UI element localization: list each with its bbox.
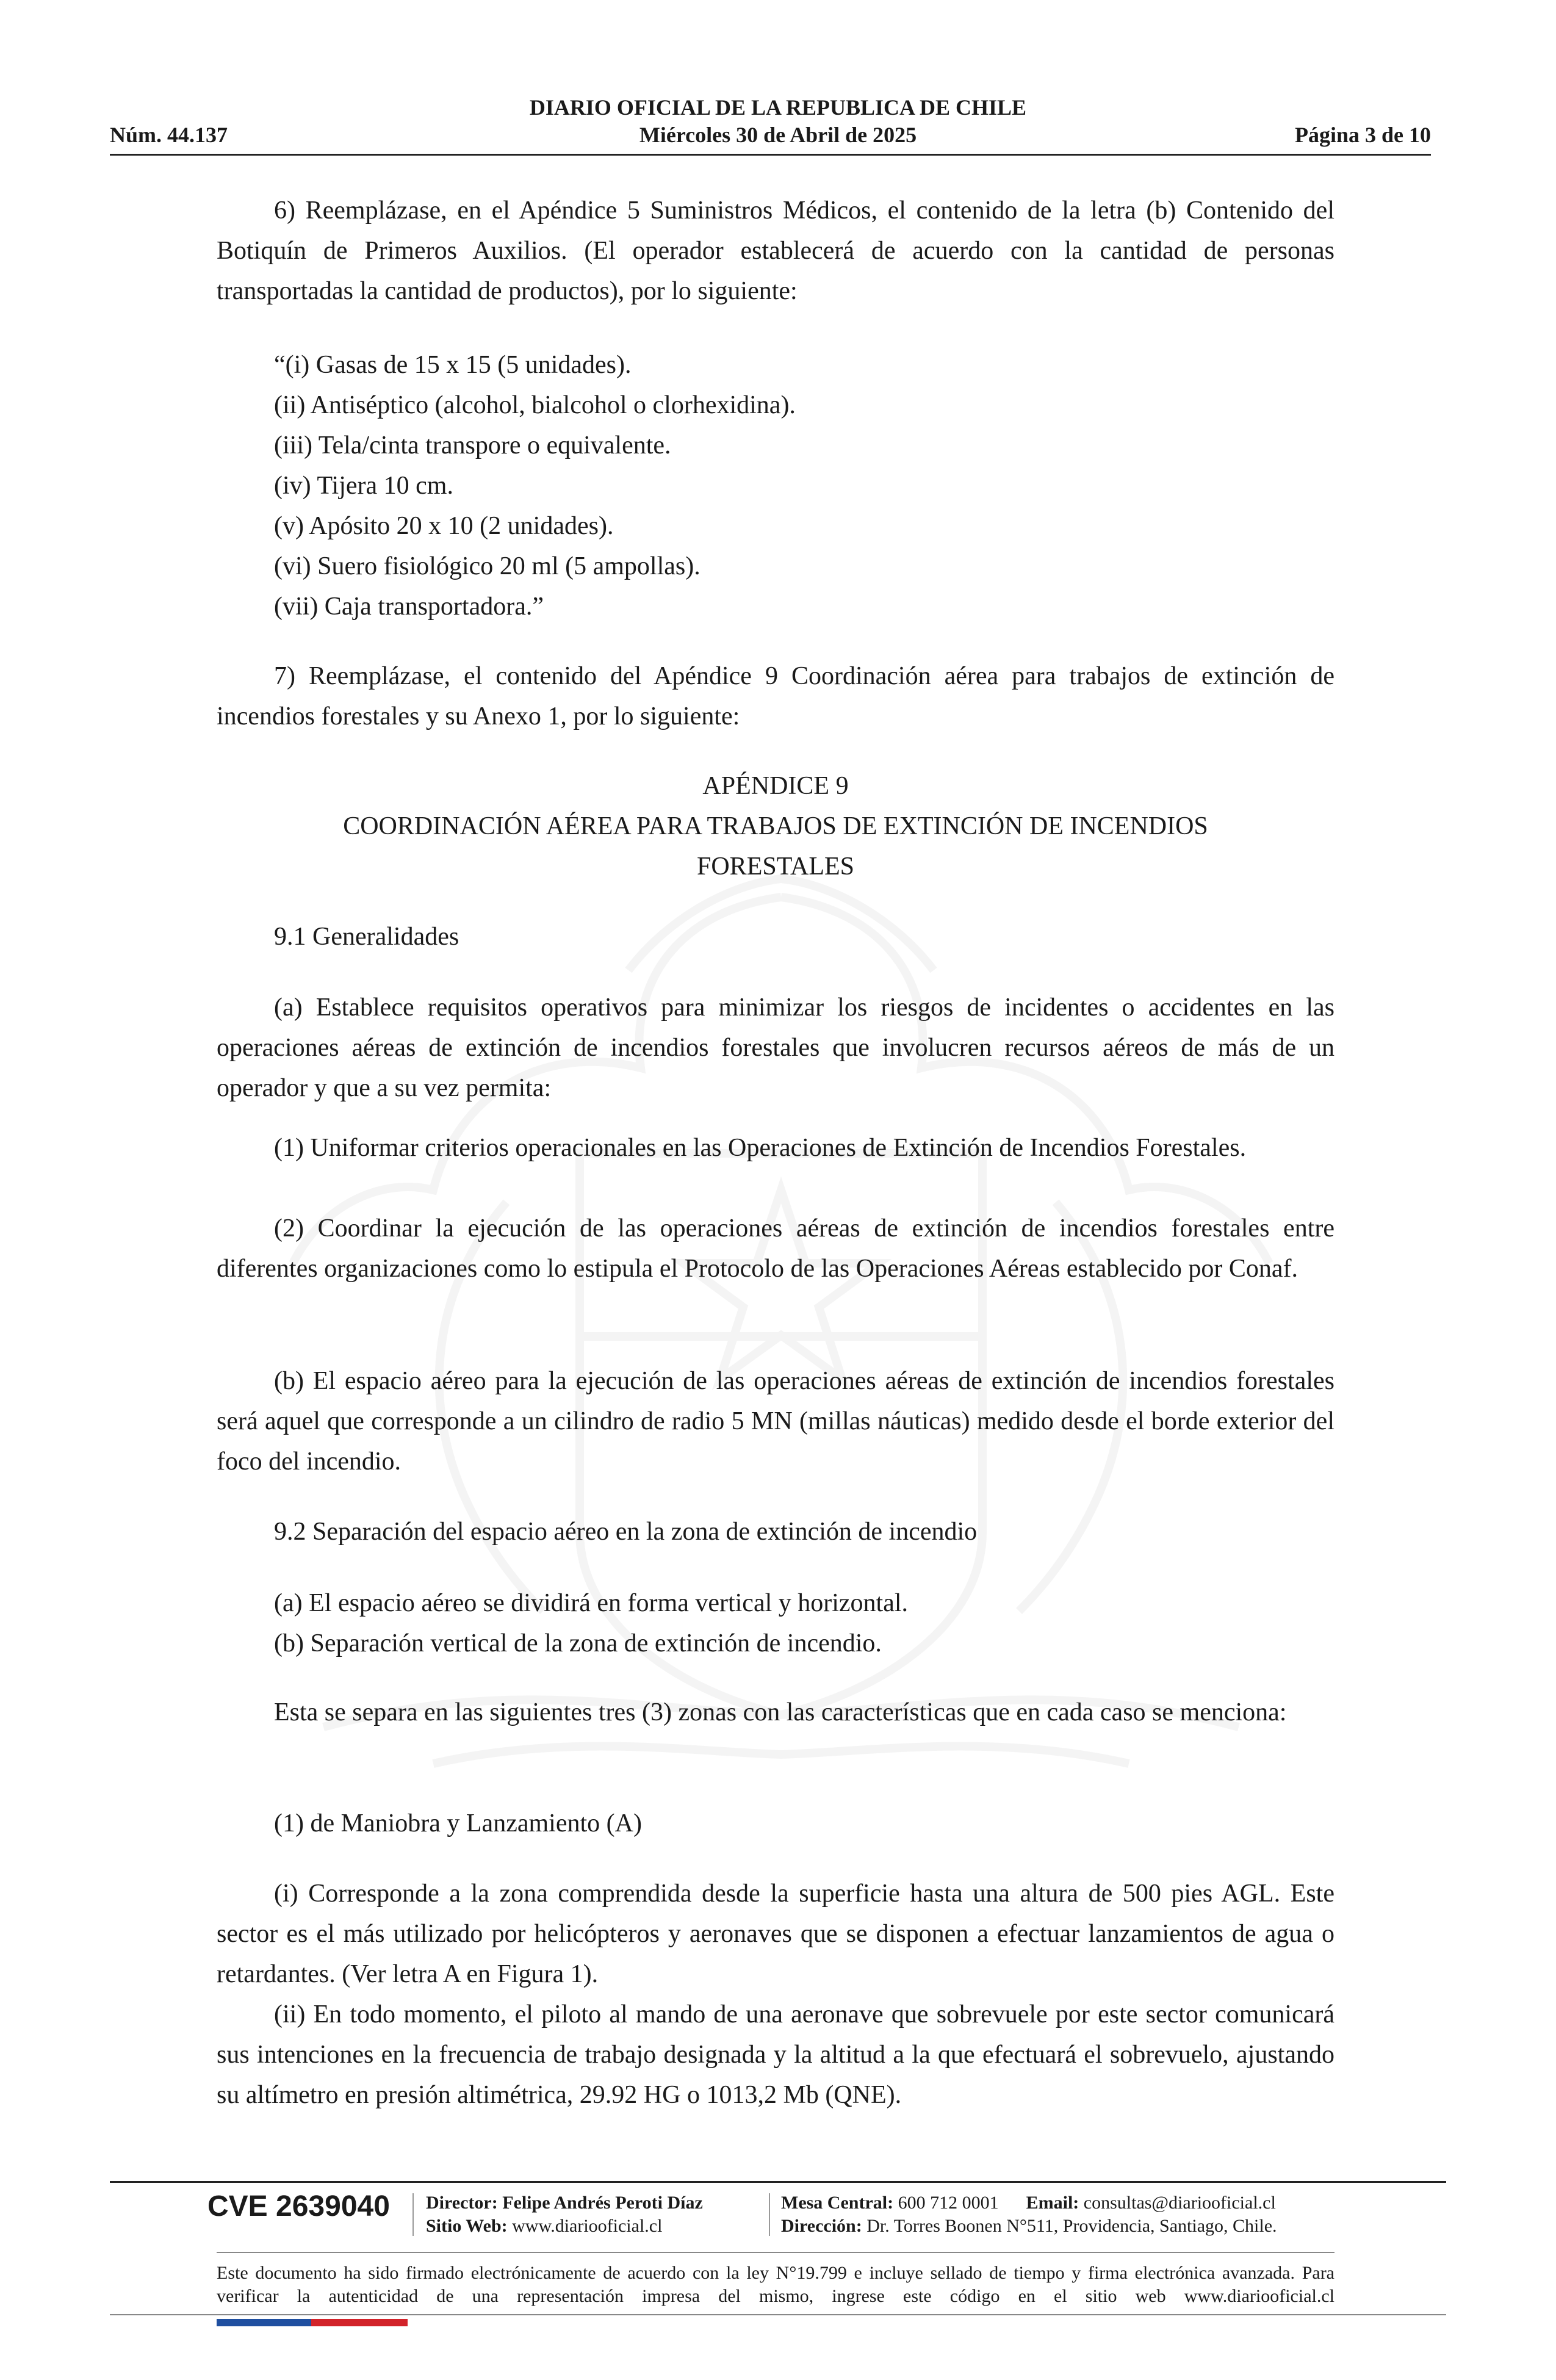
- flag-stripe-red: [311, 2319, 408, 2326]
- website-link[interactable]: www.diariooficial.cl: [512, 2216, 663, 2236]
- list-item: (v) Apósito 20 x 10 (2 unidades).: [274, 512, 614, 540]
- list-item: (iii) Tela/cinta transpore o equivalente.: [274, 431, 671, 460]
- list-item: (vii) Caja transportadora.”: [274, 593, 544, 621]
- director-name: Felipe Andrés Peroti Díaz: [502, 2193, 703, 2213]
- list-item: (iv) Tijera 10 cm.: [274, 472, 453, 500]
- footer-separator: [769, 2193, 770, 2236]
- paragraph-7: 7) Reemplázase, el contenido del Apéndice 9 Coordinación aérea para trabajos de extinción de incendios forestales y su Anexo 1, por lo siguiente:: [217, 662, 1334, 730]
- list-item: (vi) Suero fisiológico 20 ml (5 ampollas).: [274, 552, 701, 580]
- address-line: [781, 2215, 1277, 2237]
- contact-line: [781, 2192, 1276, 2214]
- paragraph-zones: Esta se separa en las siguientes tres (3) zonas con las características que en cada caso se menciona:: [274, 1698, 1287, 1726]
- paragraph-9-1-a: (a) Establece requisitos operativos para minimizar los riesgos de incidentes o accidentes en las operaciones aéreas de extinción de incendios forestales que involucren recursos aéreos de más de un operador y que a su vez permita:: [217, 993, 1334, 1102]
- cve-code: CVE 2639040: [207, 2190, 390, 2223]
- footer-divider-top: [110, 2181, 1446, 2183]
- email-label: Email:: [1026, 2193, 1079, 2213]
- issue-date: Miércoles 30 de Abril de 2025: [639, 123, 917, 147]
- paragraph-9-1-b: (b) El espacio aéreo para la ejecución de las operaciones aéreas de extinción de incendios forestales será aquel que corresponde a un cilindro de radio 5 MN (millas náuticas) medido desde el borde exterior del foco del incendio.: [217, 1367, 1334, 1476]
- paragraph-6: 6) Reemplázase, en el Apéndice 5 Suministros Médicos, el contenido de la letra (b) Contenido del Botiquín de Primeros Auxilios. (El operador establecerá de acuerdo con la cantidad de personas transportadas la cantidad de productos), por lo siguiente:: [217, 197, 1334, 305]
- list-item: (ii) Antiséptico (alcohol, bialcohol o clorhexidina).: [274, 391, 796, 419]
- newspaper-title: DIARIO OFICIAL DE LA REPUBLICA DE CHILE: [529, 95, 1027, 120]
- zone-1-item-ii: (ii) En todo momento, el piloto al mando de una aeronave que sobrevuele por este sector comunicará sus intenciones en la frecuencia de trabajo designada y la altitud a la que efectuará el sobrevuelo, ajustando su altímetro en presión altimétrica, 29.92 HG o 1013,2 Mb (QNE).: [217, 2000, 1334, 2109]
- director-label: Director:: [426, 2193, 498, 2213]
- footer-divider-middle: [217, 2252, 1334, 2253]
- website-label: Sitio Web:: [426, 2216, 508, 2236]
- paragraph-9-2-a: (a) El espacio aéreo se dividirá en forma vertical y horizontal.: [274, 1589, 909, 1617]
- footer-separator: [412, 2193, 414, 2236]
- section-heading-9-1: 9.1 Generalidades: [274, 923, 459, 951]
- header-divider: [110, 154, 1431, 156]
- issue-number: Núm. 44.137: [110, 123, 228, 147]
- footer-divider-bottom: [110, 2314, 1446, 2315]
- list-item: “(i) Gasas de 15 x 15 (5 unidades).: [274, 351, 632, 379]
- mesa-phone: 600 712 0001: [898, 2193, 999, 2213]
- coat-of-arms-watermark: [201, 812, 1361, 1819]
- legal-notice: Este documento ha sido firmado electrónicamente de acuerdo con la ley N°19.799 e incluye sellado de tiempo y firma electrónica avanzada. Para verificar la autenticidad de una representación impresa del mismo, ingrese este código en el sitio web www.diariooficial.cl: [217, 2263, 1334, 2306]
- paragraph-9-2-b: (b) Separación vertical de la zona de extinción de incendio.: [274, 1629, 882, 1657]
- mesa-label: Mesa Central:: [781, 2193, 894, 2213]
- zone-1-item-i: (i) Corresponde a la zona comprendida desde la superficie hasta una altura de 500 pies AGL. Este sector es el más utilizado por helicópteros y aeronaves que se disponen a efectuar lanzamientos de agua o retardantes. (Ver letra A en Figura 1).: [217, 1880, 1334, 1988]
- website-line: [426, 2215, 662, 2237]
- zone-1-heading: (1) de Maniobra y Lanzamiento (A): [274, 1809, 642, 1837]
- paragraph-9-1-a-2: (2) Coordinar la ejecución de las operaciones aéreas de extinción de incendios forestales entre diferentes organizaciones como lo estipula el Protocolo de las Operaciones Aéreas establecido por Conaf.: [217, 1214, 1334, 1283]
- appendix-subtitle: COORDINACIÓN AÉREA PARA TRABAJOS DE EXTINCIÓN DE INCENDIOS FORESTALES: [343, 812, 1208, 881]
- address-label: Dirección:: [781, 2216, 862, 2236]
- flag-stripe-blue: [217, 2319, 311, 2326]
- email-link[interactable]: consultas@diariooficial.cl: [1083, 2193, 1276, 2213]
- director-line: [426, 2192, 703, 2214]
- page-indicator: Página 3 de 10: [1294, 123, 1431, 147]
- appendix-title: APÉNDICE 9: [702, 772, 849, 800]
- section-heading-9-2: 9.2 Separación del espacio aéreo en la zona de extinción de incendio: [274, 1518, 978, 1546]
- paragraph-9-1-a-1: (1) Uniformar criterios operacionales en las Operaciones de Extinción de Incendios Forestales.: [274, 1134, 1247, 1162]
- address-text: Dr. Torres Boonen N°511, Providencia, Santiago, Chile.: [866, 2216, 1277, 2236]
